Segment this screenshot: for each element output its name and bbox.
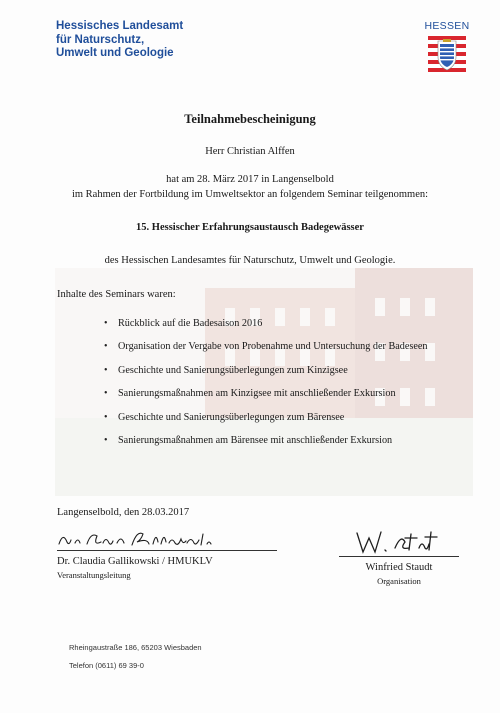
seminar-contents-list <box>104 318 428 458</box>
footer-address: Rheingaustraße 186, 65203 Wiesbaden <box>69 643 202 652</box>
list-item: • Organisation der Vergabe von Probenahme und Untersuchung der Badeseen <box>104 341 428 364</box>
organization-name <box>56 20 183 61</box>
signature-block-left <box>57 528 277 580</box>
signer-role-left: Veranstaltungsleitung <box>57 570 131 580</box>
list-item: • Geschichte und Sanierungsüberlegungen zum Kinzigsee <box>104 365 428 388</box>
attendance-line-1: hat am 28. März 2017 in Langenselbold <box>166 174 334 185</box>
place-date: Langenselbold, den 28.03.2017 <box>57 507 190 518</box>
hessen-crest-icon <box>428 35 466 75</box>
signature-line <box>339 556 459 557</box>
list-item: • Rückblick auf die Badesaison 2016 <box>104 318 428 341</box>
list-item: • Sanierungsmaßnahmen am Bärensee mit anschließender Exkursion <box>104 435 428 458</box>
seminar-title: 15. Hessischer Erfahrungsaustausch Badegewässer <box>136 222 364 233</box>
hessen-wordmark: HESSEN <box>424 20 470 32</box>
host-organization: des Hessischen Landesamtes für Naturschutz, Umwelt und Geologie. <box>104 255 396 266</box>
contents-label: Inhalte des Seminars waren: <box>57 289 176 300</box>
signature-line <box>57 550 277 551</box>
footer-phone: Telefon (0611) 69 39-0 <box>69 661 144 670</box>
org-line-3: Umwelt und Geologie <box>56 47 174 59</box>
hessen-logo <box>424 20 470 75</box>
signer-name-right: Winfried Staudt <box>365 562 433 573</box>
list-item: • Geschichte und Sanierungsüberlegungen zum Bärensee <box>104 412 428 435</box>
handwritten-signature-icon <box>57 528 232 550</box>
recipient-name: Herr Christian Alffen <box>205 146 295 157</box>
signature-block-right <box>339 528 459 586</box>
org-line-1: Hessisches Landesamt <box>56 20 184 32</box>
attendance-line-2: im Rahmen der Fortbildung im Umweltsektor an folgendem Seminar teilgenommen: <box>71 189 429 200</box>
signer-name-left: Dr. Claudia Gallikowski / HMUKLV <box>57 556 213 567</box>
org-line-2: für Naturschutz, <box>56 33 145 46</box>
signer-role-right: Organisation <box>377 576 421 586</box>
list-item: • Sanierungsmaßnahmen am Kinzigsee mit anschließender Exkursion <box>104 388 428 411</box>
handwritten-signature-icon <box>339 528 459 556</box>
certificate-title: Teilnahmebescheinigung <box>184 112 316 126</box>
